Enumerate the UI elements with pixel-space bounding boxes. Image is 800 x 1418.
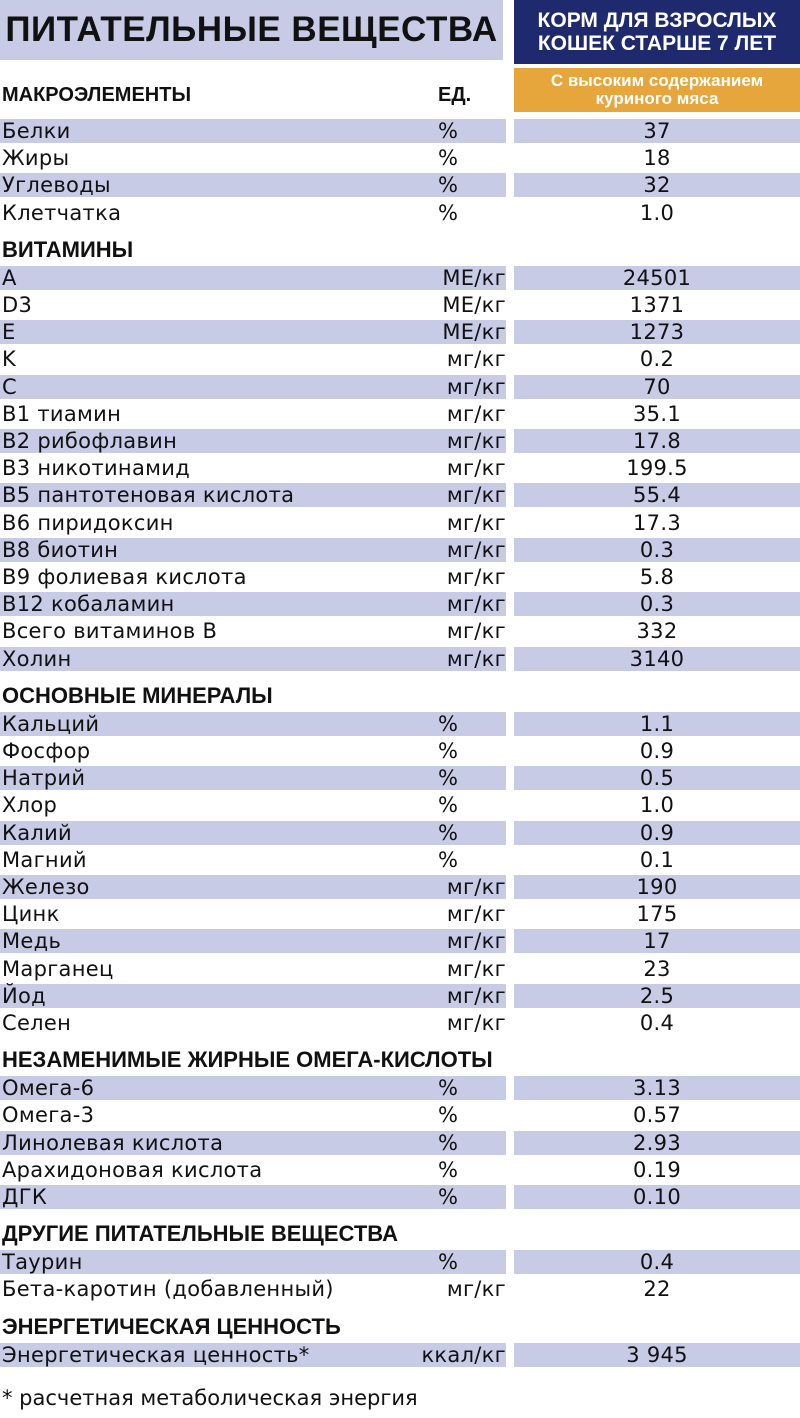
nutrient-value: 1.0 <box>639 793 675 817</box>
table-row <box>0 765 800 792</box>
table-row <box>0 265 800 292</box>
table-row <box>0 200 800 227</box>
nutrient-value: 0.3 <box>639 592 675 616</box>
table-row <box>0 792 800 819</box>
nutrient-unit: мг/кг <box>446 957 506 981</box>
table-row <box>0 711 800 738</box>
nutrient-unit: % <box>438 848 459 872</box>
nutrient-value: 5.8 <box>639 565 675 589</box>
nutrient-unit: мг/кг <box>446 483 506 507</box>
nutrient-name: Селен <box>2 1011 72 1035</box>
table-row <box>0 1249 800 1276</box>
nutrient-name: Калий <box>2 821 72 845</box>
nutrient-name: Бета-каротин (добавленный) <box>2 1277 334 1301</box>
nutrient-unit: % <box>438 1250 459 1274</box>
nutrient-value: 23 <box>643 957 671 981</box>
nutrient-value: 332 <box>636 619 678 643</box>
nutrient-name: Всего витаминов В <box>2 619 218 643</box>
nutrient-unit: мг/кг <box>446 511 506 535</box>
nutrient-value: 0.9 <box>639 821 675 845</box>
nutrient-unit: мг/кг <box>446 1011 506 1035</box>
nutrient-unit: % <box>438 1076 459 1100</box>
nutrient-unit: мг/кг <box>446 1277 506 1301</box>
nutrient-name: C <box>2 375 17 399</box>
nutrient-name: Энергетическая ценность* <box>2 1343 310 1367</box>
table-row <box>0 928 800 955</box>
nutrient-unit: мг/кг <box>446 375 506 399</box>
nutrient-value: 17 <box>643 929 671 953</box>
nutrient-value: 3 945 <box>626 1343 688 1367</box>
nutrient-value: 17.8 <box>633 429 681 453</box>
nutrient-unit: мг/кг <box>446 592 506 616</box>
nutrient-unit: % <box>438 739 459 763</box>
nutrient-name: B3 никотинамид <box>2 456 191 480</box>
nutrient-name: B2 рибофлавин <box>2 429 178 453</box>
nutrient-name: Углеводы <box>2 173 111 197</box>
nutrient-value: 1371 <box>629 293 685 317</box>
nutrient-name: Медь <box>2 929 62 953</box>
nutrient-value: 37 <box>643 119 671 143</box>
nutrient-value: 175 <box>636 902 678 926</box>
table-row <box>0 1184 800 1211</box>
table-row <box>0 346 800 373</box>
table-row <box>0 956 800 983</box>
nutrient-name: Линолевая кислота <box>2 1131 224 1155</box>
nutrient-unit: мг/кг <box>446 902 506 926</box>
table-row <box>0 983 800 1010</box>
nutrient-value: 22 <box>643 1277 671 1301</box>
nutrient-name: ДГК <box>2 1185 48 1209</box>
table-row <box>0 482 800 509</box>
nutrient-value: 55.4 <box>633 483 681 507</box>
row-shade-left <box>0 146 506 170</box>
nutrient-value: 199.5 <box>626 456 688 480</box>
nutrient-unit: мг/кг <box>446 402 506 426</box>
nutrient-name: Холин <box>2 647 72 671</box>
footnote: * расчетная метаболическая энергия <box>2 1386 418 1410</box>
nutrient-unit: МЕ/кг <box>442 320 506 344</box>
nutrient-value: 2.5 <box>639 984 675 1008</box>
nutrient-name: A <box>2 266 17 290</box>
nutrient-name: Марганец <box>2 957 114 981</box>
section-heading: ЭНЕРГЕТИЧЕСКАЯ ЦЕННОСТЬ <box>2 1313 341 1339</box>
nutrient-unit: % <box>438 1158 459 1182</box>
nutrient-name: B12 кобаламин <box>2 592 175 616</box>
nutrient-name: B6 пиридоксин <box>2 511 174 535</box>
nutrient-name: Железо <box>2 875 90 899</box>
nutrient-name: Хлор <box>2 793 58 817</box>
table-row <box>0 292 800 319</box>
table-row <box>0 1075 800 1102</box>
nutrient-unit: % <box>438 119 459 143</box>
nutrient-unit: мг/кг <box>446 456 506 480</box>
section-heading: ВИТАМИНЫ <box>2 236 134 262</box>
nutrient-name: Белки <box>2 119 71 143</box>
nutrient-value: 0.57 <box>633 1103 681 1127</box>
nutrient-value: 70 <box>643 375 671 399</box>
table-row <box>0 455 800 482</box>
nutrient-name: B8 биотин <box>2 538 119 562</box>
nutrient-value: 0.5 <box>639 766 675 790</box>
macro-column-header: МАКРОЭЛЕМЕНТЫ <box>2 84 192 106</box>
nutrient-name: Арахидоновая кислота <box>2 1158 263 1182</box>
nutrient-value: 0.19 <box>633 1158 681 1182</box>
nutrient-name: Таурин <box>2 1250 83 1274</box>
nutrient-value: 32 <box>643 173 671 197</box>
nutrient-unit: мг/кг <box>446 347 506 371</box>
nutrient-unit: % <box>438 146 459 170</box>
section-heading: ДРУГИЕ ПИТАТЕЛЬНЫЕ ВЕЩЕСТВА <box>2 1221 398 1247</box>
nutrient-name: B1 тиамин <box>2 402 122 426</box>
nutrient-value: 1.0 <box>639 201 675 225</box>
nutrient-value: 0.10 <box>633 1185 681 1209</box>
nutrient-value: 35.1 <box>633 402 681 426</box>
nutrient-unit: % <box>438 793 459 817</box>
table-row <box>0 1342 800 1369</box>
row-shade-left <box>0 1185 506 1209</box>
product-line-1: КОРМ ДЛЯ ВЗРОСЛЫХ <box>537 9 777 32</box>
nutrient-name: K <box>2 347 17 371</box>
variant-line-1: С высоким содержанием <box>550 71 764 90</box>
nutrient-unit: мг/кг <box>446 619 506 643</box>
nutrient-name: D3 <box>2 293 33 317</box>
row-shade-left <box>0 821 506 845</box>
table-row <box>0 319 800 346</box>
nutrient-unit: мг/кг <box>446 538 506 562</box>
nutrient-value: 1.1 <box>639 712 675 736</box>
nutrient-value: 0.9 <box>639 739 675 763</box>
table-row <box>0 510 800 537</box>
table-row <box>0 1157 800 1184</box>
nutrient-unit: % <box>438 766 459 790</box>
table-row <box>0 118 800 145</box>
nutrient-name: Кальций <box>2 712 100 736</box>
nutrient-name: Омега-6 <box>2 1076 95 1100</box>
nutrient-unit: мг/кг <box>446 429 506 453</box>
nutrient-name: Жиры <box>2 146 70 170</box>
table-row <box>0 1102 800 1129</box>
page-title-text: ПИТАТЕЛЬНЫЕ ВЕЩЕСТВА <box>5 10 498 49</box>
nutrient-unit: % <box>438 712 459 736</box>
nutrient-value: 0.4 <box>639 1011 675 1035</box>
section-heading: ОСНОВНЫЕ МИНЕРАЛЫ <box>2 682 273 708</box>
nutrient-unit: ккал/кг <box>421 1343 506 1367</box>
nutrient-value: 2.93 <box>633 1131 681 1155</box>
nutrient-value: 3.13 <box>633 1076 681 1100</box>
table-row <box>0 591 800 618</box>
nutrient-name: Натрий <box>2 766 86 790</box>
nutrient-unit: мг/кг <box>446 875 506 899</box>
nutrient-unit: мг/кг <box>446 647 506 671</box>
table-row <box>0 646 800 673</box>
nutrient-unit: % <box>438 1185 459 1209</box>
nutrient-value: 1273 <box>629 320 685 344</box>
nutrient-name: Цинк <box>2 902 60 926</box>
row-shade-left <box>0 793 506 817</box>
product-line-2: КОШЕК СТАРШЕ 7 ЛЕТ <box>537 32 777 55</box>
nutrient-value: 0.3 <box>639 538 675 562</box>
nutrient-value: 3140 <box>629 647 685 671</box>
nutrient-value: 18 <box>643 146 671 170</box>
table-row <box>0 1010 800 1037</box>
table-row <box>0 172 800 199</box>
nutrient-unit: % <box>438 201 459 225</box>
table-row <box>0 1130 800 1157</box>
nutrient-value: 0.4 <box>639 1250 675 1274</box>
nutrient-name: E <box>2 320 16 344</box>
table-row <box>0 847 800 874</box>
table-row <box>0 537 800 564</box>
nutrient-value: 17.3 <box>633 511 681 535</box>
table-row <box>0 374 800 401</box>
table-row <box>0 564 800 591</box>
table-row <box>0 428 800 455</box>
nutrient-unit: мг/кг <box>446 565 506 589</box>
section-heading: НЕЗАМЕНИМЫЕ ЖИРНЫЕ ОМЕГА-КИСЛОТЫ <box>2 1047 493 1073</box>
table-row <box>0 738 800 765</box>
table-row <box>0 1276 800 1303</box>
nutrient-unit: % <box>438 1103 459 1127</box>
nutrient-unit: мг/кг <box>446 929 506 953</box>
table-row <box>0 901 800 928</box>
variant-line-2: куриного мяса <box>595 89 719 108</box>
nutrient-value: 190 <box>636 875 678 899</box>
table-row <box>0 874 800 901</box>
unit-column-header: ЕД. <box>438 84 472 106</box>
table-row <box>0 820 800 847</box>
nutrient-name: B5 пантотеновая кислота <box>2 483 295 507</box>
nutrient-unit: % <box>438 1131 459 1155</box>
nutrient-name: Омега-3 <box>2 1103 95 1127</box>
table-row <box>0 401 800 428</box>
nutrient-unit: мг/кг <box>446 984 506 1008</box>
nutrient-unit: % <box>438 173 459 197</box>
table-row <box>0 618 800 645</box>
nutrient-name: B9 фолиевая кислота <box>2 565 247 589</box>
row-shade-left <box>0 119 506 143</box>
nutrient-value: 0.2 <box>639 347 675 371</box>
nutrient-unit: МЕ/кг <box>442 293 506 317</box>
nutrient-name: Йод <box>2 984 46 1008</box>
nutrient-unit: МЕ/кг <box>442 266 506 290</box>
nutrient-value: 24501 <box>622 266 692 290</box>
nutrient-name: Магний <box>2 848 87 872</box>
nutrient-name: Фосфор <box>2 739 91 763</box>
nutrient-value: 0.1 <box>639 848 675 872</box>
nutrient-name: Клетчатка <box>2 201 122 225</box>
nutrient-unit: % <box>438 821 459 845</box>
table-row <box>0 145 800 172</box>
